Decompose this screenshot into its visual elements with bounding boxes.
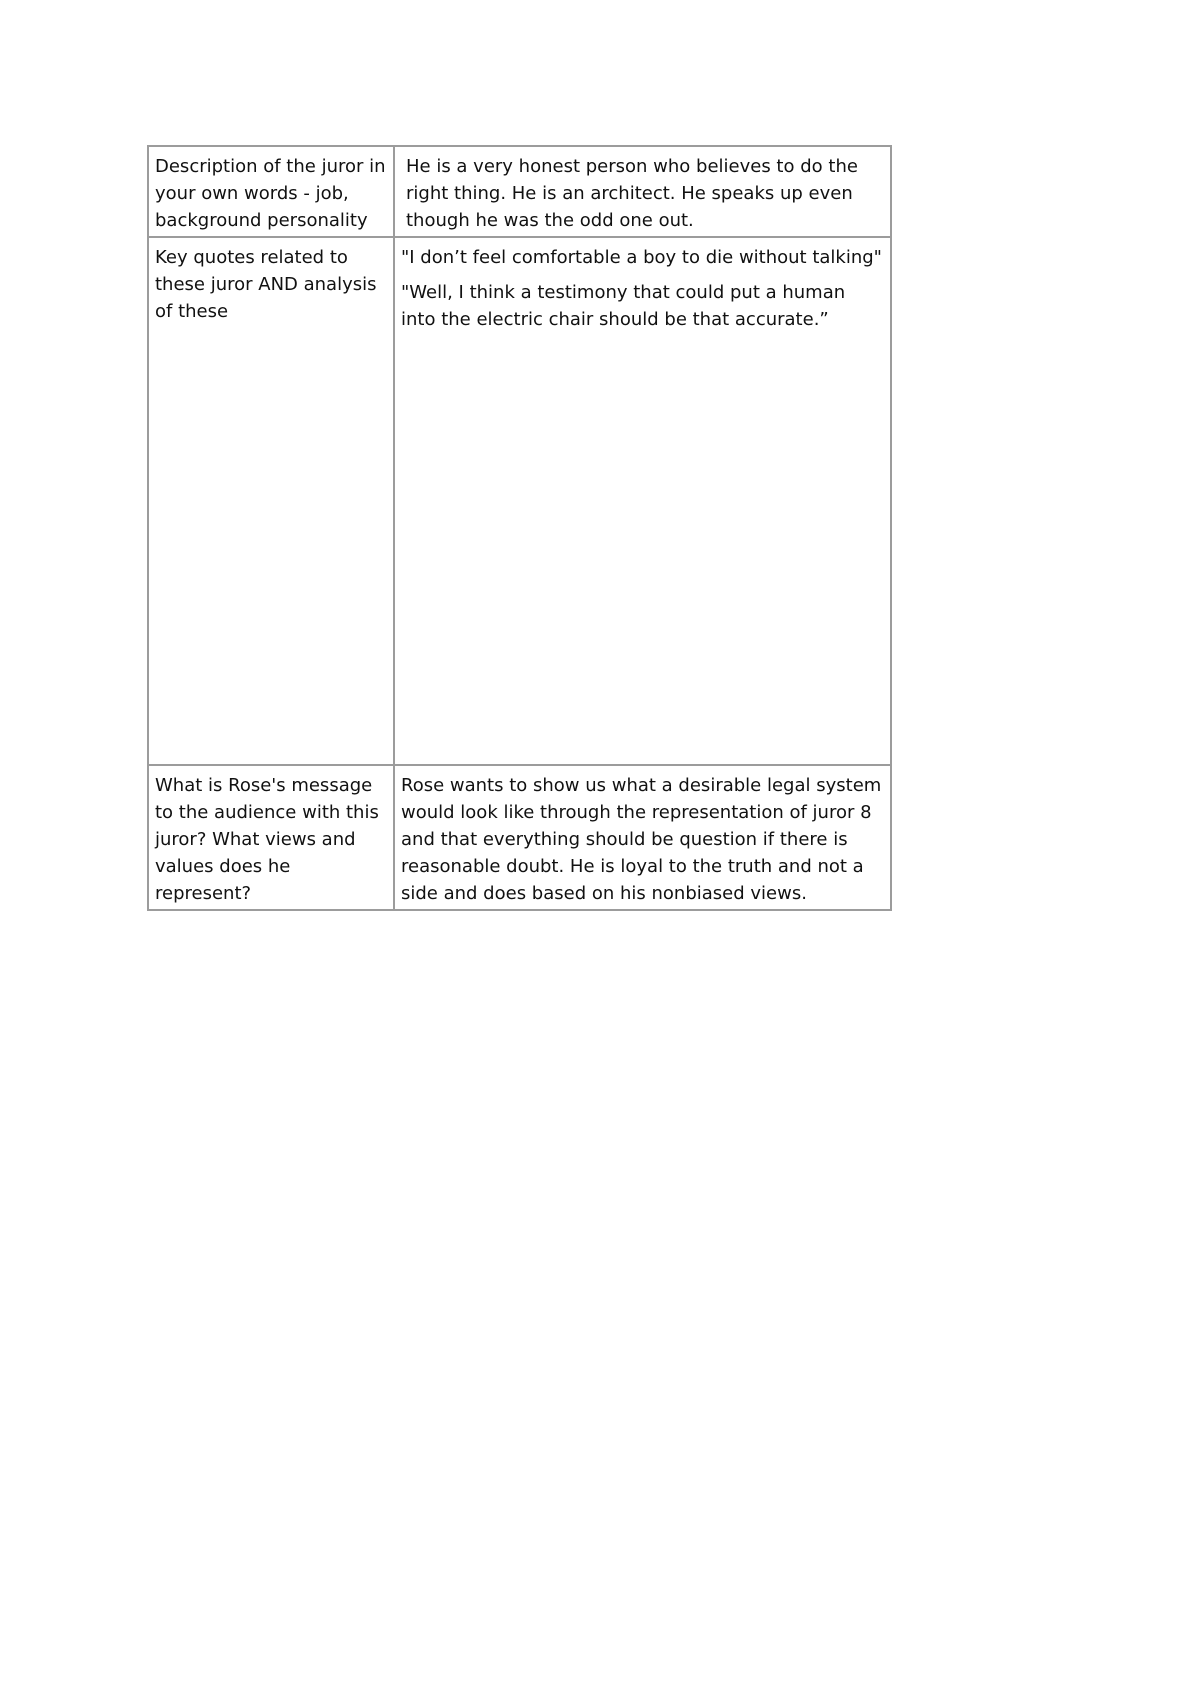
table-row-message (148, 765, 891, 910)
row-label-message-text: What is Rose's message to the audience with this juror? What views and values does he represent? (155, 775, 379, 904)
message-text: Rose wants to show us what a desirable legal system would look like through the representation of juror 8 and that everything should be question if there is reasonable doubt. He is loyal to the truth and not a side and does based on his nonbiased views. (401, 775, 882, 904)
row-label-description (148, 146, 394, 237)
row-content-description (394, 146, 891, 237)
row-label-description-text: Description of the juror in your own words - job, background personality (155, 156, 386, 231)
juror-analysis-table (147, 145, 892, 911)
quote-2-text: "Well, I think a testimony that could put a human into the electric chair should be that accurate.” (401, 282, 846, 330)
row-content-message (394, 765, 891, 910)
table-row-description (148, 146, 891, 237)
table-row-key-quotes (148, 237, 891, 765)
row-label-key-quotes-text: Key quotes related to these juror AND analysis of these (155, 247, 377, 322)
quote-1-text: "I don’t feel comfortable a boy to die without talking" (401, 247, 882, 268)
row-label-key-quotes (148, 237, 394, 765)
row-content-key-quotes (394, 237, 891, 765)
row-label-message (148, 765, 394, 910)
description-text: He is a very honest person who believes to do the right thing. He is an architect. He speaks up even though he was the odd one out. (406, 156, 858, 231)
